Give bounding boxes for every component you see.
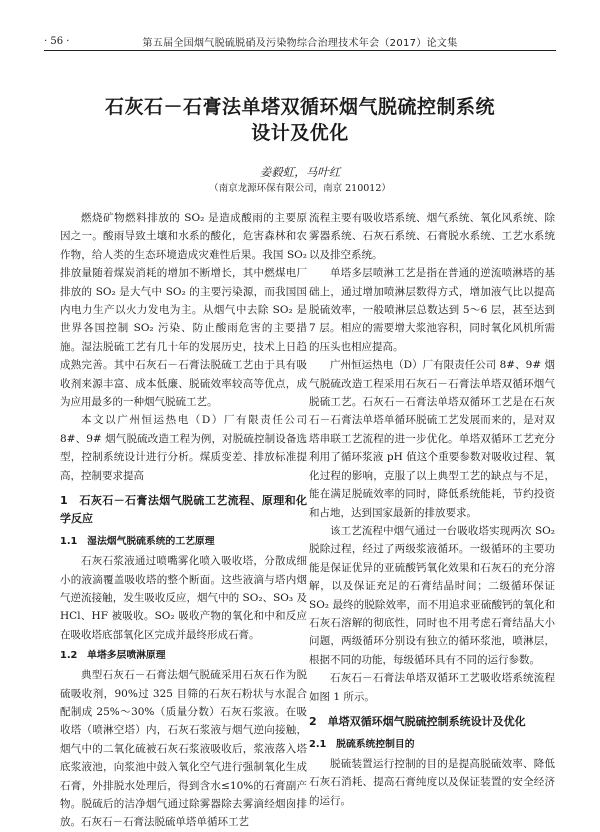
intro-paragraph-2: 本文以广州恒运热电（D）厂有限责任公司 8#、9# 烟气脱硫改造工程为例，对脱硫控制设备选型，控制系统设计进行分析。煤质变差、排放标准提高，控制要求提高 [60, 414, 307, 482]
journal-title: 第五届全国烟气脱硫脱硝及污染物综合治理技术年会（2017）论文集 [142, 37, 458, 49]
section-2-1-text: 脱硫装置运行控制的目的是提高脱硫效率、降低石灰石消耗、提高石膏纯度以及保证装置的安全经济的运行。 [309, 757, 555, 807]
multi-spray-paragraph: 单塔多层喷淋工艺是指在普通的逆流喷淋塔的基础上，通过增加喷淋层数得方式，增加液气比以提高脱硫效率，一般喷淋层总数达到 5～6 层，甚至达到 7 层。相应的需要增大浆池容积，同时氧化风机所需的压头也相应提高。 [309, 267, 555, 353]
paper-title-line2: 设计及优化 [251, 122, 349, 144]
authors: 姜毅虹，马叶红 [259, 165, 341, 179]
figure-reference-paragraph: 石灰石－石膏法单塔双循环工艺吸收塔系统流程如图 1 所示。 [309, 672, 555, 703]
intro-paragraph-1: 燃烧矿物燃料排放的 SO₂ 是造成酸雨的主要原因之一。酸雨导致土壤和水系的酸化，危害森林和农作物，给人类的生态环境造成灾难性后果。我国 SO₂ 排放量随着煤炭消耗的增加不断增长，其中燃煤电厂排放的 SO₂ 是大气中 SO₂ 的主要污染源，而我国国内电力生产以火力发电为主。从烟气中去除 SO₂ 是世界各国控制 SO₂ 污染、防止酸雨危害的主要措施。湿法脱硫工艺有几十年的发展历史，技术上日趋成熟完善。其中石灰石－石膏法脱硫工艺由于具有吸收剂来源丰富、成本低廉、脱硫效率较高等优点，成为应用最多的一种烟气脱硫工艺。 [60, 212, 307, 409]
process-systems-paragraph: 流程主要有吸收塔系统、烟气系统、氧化风系统、除雾器系统、石灰石系统、石膏脱水系统、工艺水系统以及排空系统。 [309, 212, 555, 261]
page-number: · 56 · [44, 35, 70, 47]
two-loop-paragraph: 该工艺流程中烟气通过一台吸收塔实现两次 SO₂ 脱除过程，经过了两级浆液循环。一级循环的主要功能是保证优异的亚硫酸钙氧化效果和石灰石的充分溶解，以及保证充足的石膏结晶时间；二级循环保证 SO₂ 最终的脱除效率，而不用追求亚硫酸钙的氧化和石灰石溶解的彻底性，同时也不用考虑石膏结晶大小问题，两级循环分别设有独立的循环浆池，喷淋层，根据不同的功能，每级循环具有不同的运行参数。 [309, 524, 555, 666]
paper-title-line1: 石灰石－石膏法单塔双循环烟气脱硫控制系统 [104, 96, 495, 118]
section-1-1-heading: 1.1 湿法烟气脱硫系统的工艺原理 [60, 536, 215, 548]
section-2-heading: 2 单塔双循环烟气脱硫控制系统设计及优化 [309, 714, 526, 728]
project-paragraph: 广州恒运热电（D）厂有限责任公司 8#、9# 烟气脱硫改造工程采用石灰石－石膏法单塔双循环烟气脱硫工艺。石灰石－石膏法单塔双循环工艺是在石灰石－石膏法单塔单循环脱硫工艺发展而来的，是对双塔串联工艺流程的进一步优化。单塔双循环工艺充分利用了循环浆液 pH 值这个重要参数对吸收过程、氧化过程的影响，克服了以上典型工艺的缺点与不足，能在满足脱硫效率的同时，降低系统能耗，节约投资和占地，达到国家最新的排放要求。 [309, 359, 555, 519]
section-1-2-text: 典型石灰石－石膏法烟气脱硫采用石灰石作为脱硫吸收剂，90%过 325 目筛的石灰石粉状与水混合配制成 25%～30%（质量分数）石灰石浆液。在吸收塔（喷淋空塔）内，石灰石浆液与烟气逆向接触，烟气中的二氧化硫被石灰石浆液吸收后，浆液落入塔底浆液池，向浆池中鼓入氧化空气进行强制氧化生成石膏，外排脱水处理后，得到含水≤10%的石膏副产物。脱硫后的洁净烟气通过除雾器除去雾滴经烟囱排放。石灰石－石膏法脱硫单塔单循环工艺 [60, 669, 307, 829]
affiliation: （南京龙源环保有限公司，南京 210012） [209, 183, 391, 194]
right-column [309, 209, 555, 810]
left-column [60, 209, 307, 832]
page-header [44, 32, 556, 51]
section-2-1-heading: 2.1 脱硫系统控制目的 [309, 738, 415, 750]
section-1-1-text: 石灰石浆液通过喷嘴雾化喷入吸收塔，分散成细小的液滴覆盖吸收塔的整个断面。这些液滴与塔内烟气逆流接触，发生吸收反应，烟气中的 SO₂、SO₃ 及 HCl、HF 被吸收。SO₂ 吸收产物的氧化和中和反应在吸收塔底部氧化区完成并最终形成石膏。 [60, 555, 307, 641]
section-1-heading: 1 石灰石－石膏法烟气脱硫工艺流程、原理和化学反应 [60, 494, 307, 526]
section-1-2-heading: 1.2 单塔多层喷淋原理 [60, 650, 166, 662]
